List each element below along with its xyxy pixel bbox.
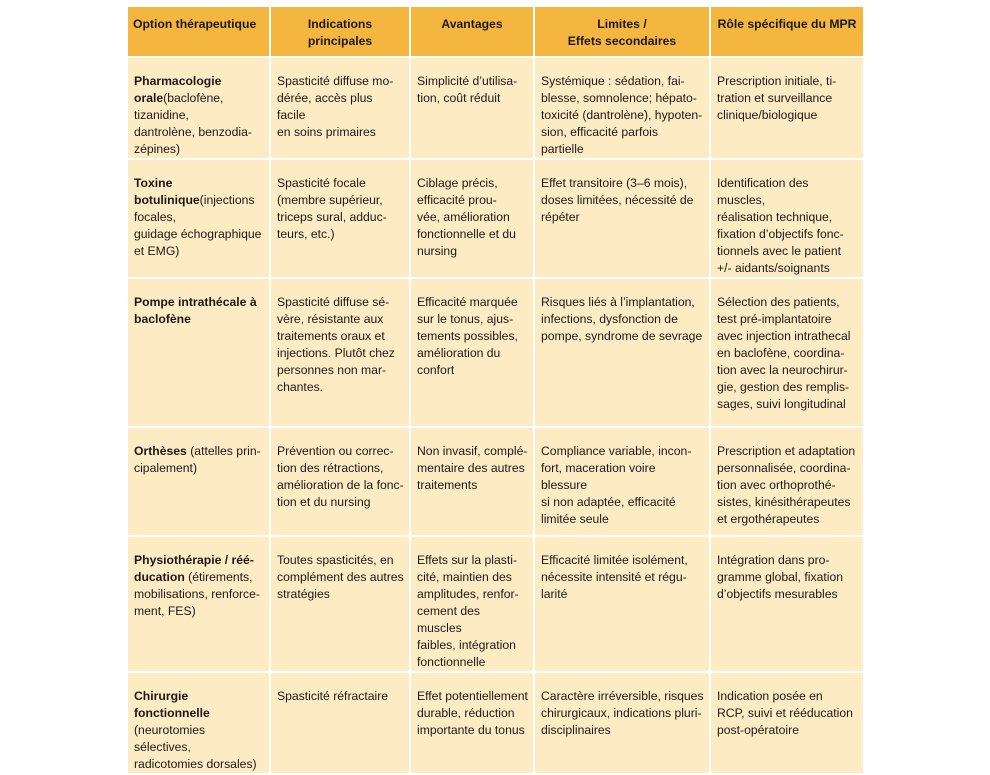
cell-limites-text: Compliance variable, incon- fort, maceration voire blessure si non adaptée, efficacité limitée seule — [541, 444, 692, 526]
cell-avantages-text: Non invasif, complé- mentaire des autres traitements — [417, 444, 528, 492]
cell-role — [710, 159, 864, 278]
header-role-label: Rôle spécifique du MPR — [717, 17, 857, 31]
header-option — [127, 6, 270, 57]
table-row — [127, 672, 864, 774]
cell-indications-text: Spasticité réfractaire — [277, 689, 389, 703]
option-title: Orthèses — [134, 444, 187, 458]
cell-option — [127, 536, 270, 672]
table-row — [127, 536, 864, 672]
cell-indications-text: Spasticité diffuse sé- vère, résistante aux traitements oraux et injections. Plutôt chez personnes non mar- chantes. — [277, 295, 395, 394]
cell-indications-text: Spasticité focale (membre supérieur, triceps sural, adduc- teurs, etc.) — [277, 176, 387, 241]
cell-role — [710, 427, 864, 536]
cell-role-text: Prescription initiale, ti- tration et surveillance clinique/biologique — [717, 74, 837, 122]
cell-indications — [270, 672, 410, 774]
cell-limites — [534, 672, 710, 774]
cell-role-text: Intégration dans pro- gramme global, fixation d’objectifs mesurables — [717, 553, 843, 601]
cell-role-text: Prescription et adaptation personnalisée, coordina- tion avec orthoprothé- sistes, kinésithérapeutes et ergothérapeutes — [717, 444, 856, 526]
cell-role-text: Indication posée en RCP, suivi et rééducation post-opératoire — [717, 689, 853, 737]
option-title: Chirurgie fonctionnelle — [134, 689, 210, 720]
cell-avantages — [410, 672, 534, 774]
header-role — [710, 6, 864, 57]
cell-avantages — [410, 57, 534, 159]
cell-avantages-text: Effets sur la plasti- cité, maintien des amplitudes, renfor- cement des muscles faibles, intégration fonctionnelle — [417, 553, 519, 669]
cell-option — [127, 57, 270, 159]
cell-avantages-text: Simplicité d’utilisa- tion, coût réduit — [417, 74, 518, 105]
option-details: (neurotomies sélectives, radicotomies dorsales) — [134, 723, 257, 771]
cell-indications-text: Toutes spasticités, en complément des autres stratégies — [277, 553, 404, 601]
cell-limites-text: Efficacité limitée isolément, nécessite intensité et régu- larité — [541, 553, 688, 601]
cell-indications — [270, 57, 410, 159]
header-avantages-label: Avantages — [441, 17, 503, 31]
cell-role — [710, 278, 864, 427]
cell-avantages — [410, 536, 534, 672]
header-avantages — [410, 6, 534, 57]
cell-option — [127, 672, 270, 774]
table-row — [127, 57, 864, 159]
cell-limites-text: Risques liés à l’implantation, infections, dysfonction de pompe, syndrome de sevrage — [541, 295, 703, 343]
option-title: Pompe intrathécale à baclofène — [134, 295, 257, 326]
cell-role — [710, 672, 864, 774]
cell-indications-text: Spasticité diffuse mo- dérée, accès plus facile en soins primaires — [277, 74, 394, 139]
header-row — [127, 6, 864, 57]
option-title: Physiothérapie / réé- ducation — [134, 553, 254, 584]
cell-indications — [270, 159, 410, 278]
header-limites — [534, 6, 710, 57]
cell-limites — [534, 278, 710, 427]
table-body — [127, 57, 864, 774]
cell-limites — [534, 159, 710, 278]
option-title: Pharmacologie orale — [134, 74, 222, 105]
cell-role — [710, 536, 864, 672]
therapeutic-options-table — [126, 5, 865, 775]
cell-avantages-text: Ciblage précis, efficacité prou- vée, amélioration fonctionnelle et du nursing — [417, 176, 516, 258]
cell-avantages — [410, 427, 534, 536]
cell-indications — [270, 536, 410, 672]
option-details: (baclofène, tizanidine, dantrolène, benzodia- zépines) — [134, 91, 252, 156]
header-option-label: Option thérapeutique — [133, 17, 257, 31]
table-row — [127, 159, 864, 278]
cell-option — [127, 159, 270, 278]
cell-limites — [534, 536, 710, 672]
cell-limites-text: Effet transitoire (3–6 mois), doses limitées, nécessité de répéter — [541, 176, 694, 224]
cell-indications — [270, 278, 410, 427]
cell-role-text: Identification des muscles, réalisation technique, fixation d’objectifs fonc- tionnels avec le patient +/- aidants/soignants — [717, 176, 844, 275]
cell-limites — [534, 427, 710, 536]
cell-role-text: Sélection des patients, test pré-implantatoire avec injection intrathecal en baclofène, coordina- tion avec la neurochirur- gie, gestion des remplis- sages, suivi longitudinal — [717, 295, 851, 411]
header-limites-label: Limites / Effets secondaires — [567, 17, 677, 48]
cell-avantages-text: Effet potentiellement durable, réduction importante du tonus — [417, 689, 528, 737]
cell-indications — [270, 427, 410, 536]
cell-limites — [534, 57, 710, 159]
table-row — [127, 427, 864, 536]
option-details: (attelles prin- cipalement) — [134, 444, 261, 475]
option-details: (étirements, mobilisations, renforce- ment, FES) — [134, 570, 260, 618]
option-details: (injections focales, guidage échographique et EMG) — [134, 193, 262, 258]
cell-avantages-text: Efficacité marquée sur le tonus, ajus- tements possibles, amélioration du confort — [417, 295, 518, 377]
cell-role — [710, 57, 864, 159]
table-row — [127, 278, 864, 427]
header-indications — [270, 6, 410, 57]
cell-avantages — [410, 159, 534, 278]
header-indications-label: Indications principales — [307, 17, 373, 48]
option-title: Toxine botulinique — [134, 176, 200, 207]
cell-option — [127, 427, 270, 536]
table-header — [127, 6, 864, 57]
cell-limites-text: Systémique : sédation, fai- blesse, somnolence; hépato- toxicité (dantrolène), hypoten- sion, efficacité parfois partielle — [541, 74, 703, 156]
cell-avantages — [410, 278, 534, 427]
cell-option — [127, 278, 270, 427]
cell-indications-text: Prévention ou correc- tion des rétractions, amélioration de la fonc- tion et du nursing — [277, 444, 404, 509]
cell-limites-text: Caractère irréversible, risques chirurgicaux, indications pluri- disciplinaires — [541, 689, 704, 737]
